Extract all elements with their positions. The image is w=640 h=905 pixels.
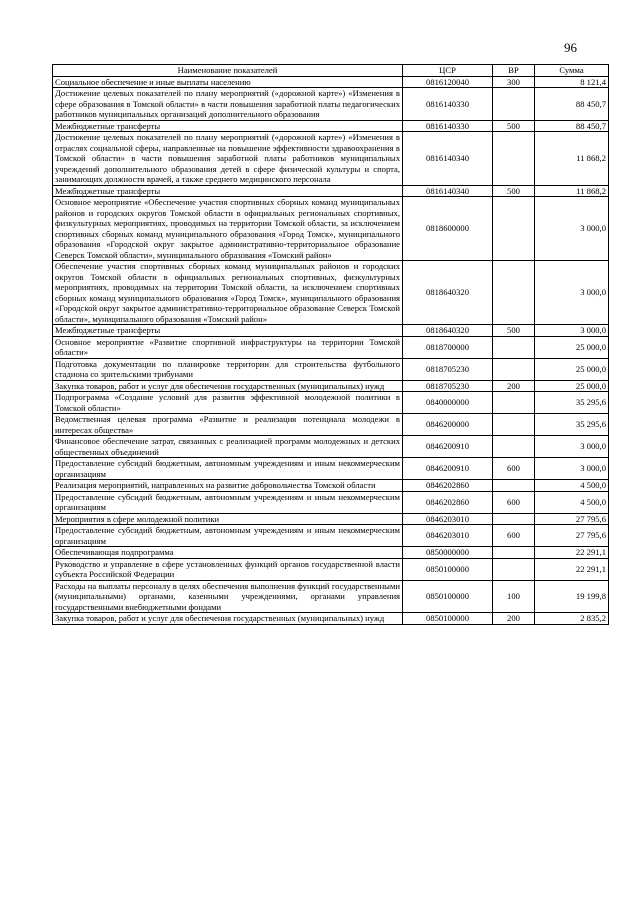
table-row: [53, 88, 609, 121]
cell-sum: 35 295,6: [535, 392, 609, 414]
cell-sum: 11 868,2: [535, 185, 609, 197]
cell-csr: 0846203010: [403, 513, 493, 525]
cell-csr: 0818640320: [403, 261, 493, 325]
cell-sum: 88 450,7: [535, 88, 609, 121]
cell-sum: 3 000,0: [535, 325, 609, 337]
cell-sum: 3 000,0: [535, 458, 609, 480]
cell-csr: 0816120040: [403, 76, 493, 88]
cell-vr: 600: [493, 525, 535, 547]
cell-name: Межбюджетные трансферты: [53, 120, 403, 132]
cell-sum: 4 500,0: [535, 491, 609, 513]
table-row: [53, 197, 609, 261]
cell-sum: 3 000,0: [535, 261, 609, 325]
cell-name: Ведомственная целевая программа «Развитие и реализация потенциала молодежи в интересах общества»: [53, 414, 403, 436]
cell-name: Подпрограмма «Создание условий для развития эффективной молодежной политики в Томской области»: [53, 392, 403, 414]
cell-vr: 600: [493, 491, 535, 513]
table-row: [53, 380, 609, 392]
table-row: [53, 261, 609, 325]
cell-vr: 500: [493, 325, 535, 337]
table-row: [53, 513, 609, 525]
cell-vr: 200: [493, 380, 535, 392]
cell-vr: 500: [493, 185, 535, 197]
cell-csr: 0850000000: [403, 547, 493, 559]
table-row: [53, 458, 609, 480]
cell-csr: 0840000000: [403, 392, 493, 414]
cell-name: Предоставление субсидий бюджетным, автономным учреждениям и иным некоммерческим организациям: [53, 491, 403, 513]
header-vr: ВР: [493, 65, 535, 77]
cell-csr: 0846202860: [403, 491, 493, 513]
cell-sum: 19 199,8: [535, 580, 609, 613]
cell-name: Обеспечение участия спортивных сборных команд муниципальных районов и городских округов Томской области в официальных региональных спортивных, физкультурных мероприятиях, проводимых на территории Томской области, за исключением спортивных сборных команд муниципального образования «Город Томск», муниципального образования «Городской округ закрытое административно-территориальное образование Северск Томской области», муниципального образования «Томский район»: [53, 261, 403, 325]
cell-name: Обеспечивающая подпрограмма: [53, 547, 403, 559]
table-row: [53, 358, 609, 380]
cell-name: Основное мероприятие «Обеспечение участия спортивных сборных команд муниципальных районов и городских округов Томской области в официальных региональных спортивных, физкультурных мероприятиях, проводимых на территории Томской области, за исключением спортивных сборных команд муниципального образования «Город Томск», муниципального образования «Городской округ закрытое административно-территориальное образование Северск Томской области», муниципального образования «Томский район»: [53, 197, 403, 261]
table-row: [53, 580, 609, 613]
table-row: [53, 436, 609, 458]
table-row: [53, 325, 609, 337]
header-sum: Сумма: [535, 65, 609, 77]
cell-sum: 35 295,6: [535, 414, 609, 436]
table-row: [53, 414, 609, 436]
cell-csr: 0846200000: [403, 414, 493, 436]
cell-name: Расходы на выплаты персоналу в целях обеспечения выполнения функций государственными (муниципальными) органами, казенными учреждениями, органами управления государственными внебюджетными фондами: [53, 580, 403, 613]
cell-csr: 0846202860: [403, 480, 493, 492]
cell-sum: 11 868,2: [535, 132, 609, 186]
header-name: Наименование показателей: [53, 65, 403, 77]
cell-vr: [493, 197, 535, 261]
cell-name: Закупка товаров, работ и услуг для обеспечения государственных (муниципальных) нужд: [53, 613, 403, 625]
cell-name: Реализация мероприятий, направленных на развитие добровольчества Томской области: [53, 480, 403, 492]
cell-sum: 4 500,0: [535, 480, 609, 492]
cell-sum: 22 291,1: [535, 547, 609, 559]
table-row: [53, 76, 609, 88]
cell-csr: 0850100000: [403, 613, 493, 625]
cell-sum: 27 795,6: [535, 513, 609, 525]
cell-vr: [493, 392, 535, 414]
cell-name: Основное мероприятие «Развитие спортивной инфраструктуры на территории Томской области»: [53, 336, 403, 358]
cell-csr: 0850100000: [403, 558, 493, 580]
table-header-row: [53, 65, 609, 77]
cell-csr: 0818600000: [403, 197, 493, 261]
cell-name: Достижение целевых показателей по плану мероприятий («дорожной карте») «Изменения в отраслях социальной сферы, направленные на повышение эффективности здравоохранения в Томской области» в части повышения заработной платы работников муниципальных учреждений дополнительного образования детей в сфере физической культуры и спорта, занимающих должности врачей, а также среднего медицинского персонала: [53, 132, 403, 186]
cell-vr: 500: [493, 120, 535, 132]
cell-csr: 0846203010: [403, 525, 493, 547]
cell-csr: 0846200910: [403, 458, 493, 480]
cell-vr: [493, 132, 535, 186]
budget-table: [52, 64, 609, 625]
cell-vr: [493, 336, 535, 358]
cell-sum: 25 000,0: [535, 358, 609, 380]
table-row: [53, 336, 609, 358]
table-row: [53, 185, 609, 197]
cell-csr: 0846200910: [403, 436, 493, 458]
cell-name: Финансовое обеспечение затрат, связанных с реализацией программ молодежных и детских общественных объединений: [53, 436, 403, 458]
cell-sum: 25 000,0: [535, 336, 609, 358]
cell-sum: 27 795,6: [535, 525, 609, 547]
cell-vr: [493, 358, 535, 380]
cell-name: Мероприятия в сфере молодежной политики: [53, 513, 403, 525]
table-row: [53, 613, 609, 625]
cell-vr: [493, 480, 535, 492]
cell-vr: 600: [493, 458, 535, 480]
table-row: [53, 132, 609, 186]
table-row: [53, 480, 609, 492]
cell-sum: 2 835,2: [535, 613, 609, 625]
cell-vr: 200: [493, 613, 535, 625]
cell-csr: 0818705230: [403, 358, 493, 380]
cell-name: Закупка товаров, работ и услуг для обеспечения государственных (муниципальных) нужд: [53, 380, 403, 392]
cell-name: Предоставление субсидий бюджетным, автономным учреждениям и иным некоммерческим организациям: [53, 525, 403, 547]
cell-csr: 0818705230: [403, 380, 493, 392]
cell-sum: 8 121,4: [535, 76, 609, 88]
cell-vr: 300: [493, 76, 535, 88]
table-body: [53, 76, 609, 624]
table-row: [53, 547, 609, 559]
cell-name: Межбюджетные трансферты: [53, 185, 403, 197]
cell-vr: [493, 88, 535, 121]
cell-vr: [493, 513, 535, 525]
cell-vr: [493, 414, 535, 436]
cell-name: Подготовка документации по планировке территории для строительства футбольного стадиона со зрительскими трибунами: [53, 358, 403, 380]
table-row: [53, 392, 609, 414]
cell-csr: 0816140340: [403, 185, 493, 197]
cell-csr: 0850100000: [403, 580, 493, 613]
cell-name: Социальное обеспечение и иные выплаты населению: [53, 76, 403, 88]
cell-name: Руководство и управление в сфере установленных функций органов государственной власти субъекта Российской Федерации: [53, 558, 403, 580]
table-row: [53, 558, 609, 580]
table-row: [53, 120, 609, 132]
cell-vr: 100: [493, 580, 535, 613]
cell-sum: 3 000,0: [535, 197, 609, 261]
cell-sum: 3 000,0: [535, 436, 609, 458]
cell-csr: 0818700000: [403, 336, 493, 358]
cell-vr: [493, 436, 535, 458]
cell-sum: 88 450,7: [535, 120, 609, 132]
cell-csr: 0816140330: [403, 88, 493, 121]
cell-name: Предоставление субсидий бюджетным, автономным учреждениям и иным некоммерческим организациям: [53, 458, 403, 480]
cell-sum: 25 000,0: [535, 380, 609, 392]
cell-vr: [493, 261, 535, 325]
cell-name: Межбюджетные трансферты: [53, 325, 403, 337]
cell-csr: 0816140340: [403, 132, 493, 186]
cell-csr: 0816140330: [403, 120, 493, 132]
cell-sum: 22 291,1: [535, 558, 609, 580]
cell-csr: 0818640320: [403, 325, 493, 337]
table-row: [53, 525, 609, 547]
cell-vr: [493, 558, 535, 580]
header-csr: ЦСР: [403, 65, 493, 77]
cell-vr: [493, 547, 535, 559]
page-number: 96: [564, 40, 577, 55]
cell-name: Достижение целевых показателей по плану мероприятий («дорожной карте») «Изменения в сфере образования в Томской области» в части повышения заработной платы педагогических работников муниципальных организаций дополнительного образования: [53, 88, 403, 121]
table-row: [53, 491, 609, 513]
